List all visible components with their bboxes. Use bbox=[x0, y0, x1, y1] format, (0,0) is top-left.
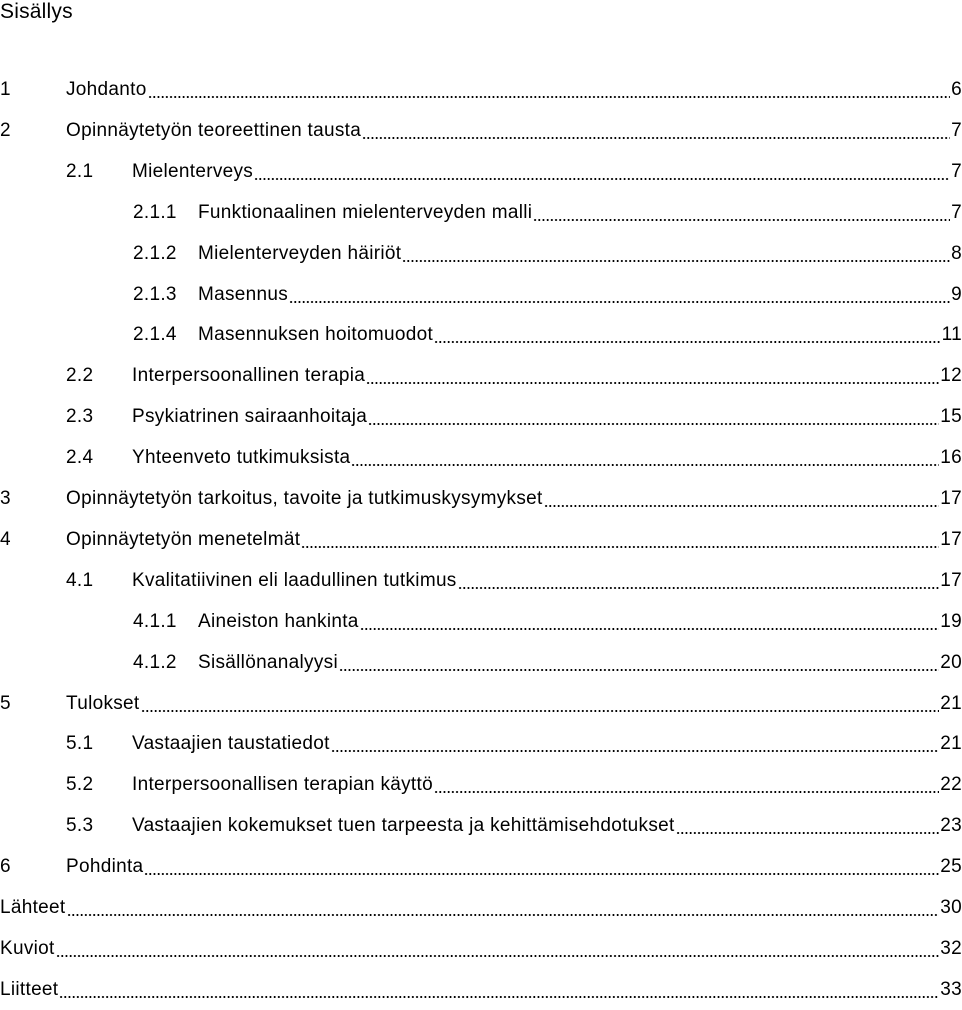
toc-entry-number: 2.1 bbox=[66, 160, 94, 182]
toc-entry-title: Yhteenveto tutkimuksista bbox=[132, 447, 351, 469]
toc-entry-number: 2.3 bbox=[66, 406, 94, 428]
dot-leader bbox=[56, 955, 940, 957]
toc-entry-page-number: 22 bbox=[940, 774, 962, 796]
toc-entry-title: Tulokset bbox=[66, 692, 140, 714]
dot-leader bbox=[533, 219, 950, 221]
toc-entry[interactable] bbox=[0, 806, 962, 846]
dot-leader bbox=[254, 178, 950, 180]
toc-entry[interactable] bbox=[0, 643, 962, 683]
toc-entry[interactable] bbox=[0, 315, 962, 355]
toc-entry[interactable] bbox=[0, 724, 962, 764]
toc-entry[interactable] bbox=[0, 888, 962, 928]
toc-entry[interactable] bbox=[0, 561, 962, 601]
toc-entry-page-number: 7 bbox=[951, 160, 962, 182]
toc-entry-number: 2.1.2 bbox=[133, 242, 177, 264]
toc-entry[interactable] bbox=[0, 929, 962, 969]
toc-entry-title: Liitteet bbox=[0, 978, 59, 1000]
toc-entry-title: Opinnäytetyön teoreettinen tausta bbox=[66, 119, 362, 141]
toc-entry[interactable] bbox=[0, 234, 962, 274]
toc-entry-page-number: 17 bbox=[940, 488, 962, 509]
toc-entry-title: Mielenterveys bbox=[132, 160, 254, 182]
toc-entry-page-number: 12 bbox=[940, 365, 962, 387]
toc-entry-title: Interpersoonallisen terapian käyttö bbox=[132, 774, 433, 796]
toc-entry-title: Kvalitatiivinen eli laadullinen tutkimus bbox=[132, 569, 457, 591]
toc-entry[interactable] bbox=[0, 970, 962, 1010]
toc-entry-number: 2.4 bbox=[66, 447, 94, 469]
toc-entry[interactable] bbox=[0, 438, 962, 478]
toc-entry[interactable] bbox=[0, 520, 962, 560]
dot-leader bbox=[676, 832, 940, 834]
dot-leader bbox=[289, 301, 950, 303]
toc-entry-number: 1 bbox=[0, 79, 11, 100]
toc-entry[interactable] bbox=[0, 602, 962, 642]
toc-entry-number: 4.1.2 bbox=[133, 651, 177, 673]
dot-leader bbox=[544, 505, 940, 507]
toc-entry-title: Opinnäytetyön tarkoitus, tavoite ja tutkimuskysymykset bbox=[66, 488, 543, 509]
toc-entry-page-number: 6 bbox=[951, 79, 962, 100]
toc-entry-title: Lähteet bbox=[0, 897, 66, 918]
toc-entry-number: 2.1.3 bbox=[133, 283, 177, 305]
toc-entry-title: Opinnäytetyön menetelmät bbox=[66, 528, 301, 550]
toc-entry-page-number: 7 bbox=[951, 119, 962, 141]
toc-entry-title: Kuviot bbox=[0, 937, 55, 959]
toc-entry[interactable] bbox=[0, 152, 962, 192]
toc-entry-page-number: 20 bbox=[940, 651, 962, 673]
toc-entry-title: Aineiston hankinta bbox=[198, 610, 359, 632]
toc-entry-page-number: 9 bbox=[951, 283, 962, 305]
toc-entry-title: Mielenterveyden häiriöt bbox=[198, 242, 402, 264]
dot-leader bbox=[351, 464, 939, 466]
toc-entry-page-number: 21 bbox=[940, 733, 962, 755]
toc-entry-title: Interpersoonallinen terapia bbox=[132, 365, 366, 387]
toc-entry-page-number: 32 bbox=[940, 937, 962, 959]
toc-entry-title: Sisällönanalyysi bbox=[198, 651, 338, 673]
toc-entry-page-number: 11 bbox=[941, 324, 962, 346]
dot-leader bbox=[366, 382, 939, 384]
toc-entry-page-number: 21 bbox=[940, 692, 962, 714]
toc-entry-page-number: 8 bbox=[951, 242, 962, 264]
dot-leader bbox=[360, 628, 940, 630]
toc-entry-title: Vastaajien kokemukset tuen tarpeesta ja kehittämisehdotukset bbox=[132, 815, 675, 837]
toc-entry-number: 2.1.4 bbox=[133, 324, 177, 346]
toc-entry-page-number: 25 bbox=[940, 856, 962, 878]
toc-entry[interactable] bbox=[0, 70, 962, 110]
toc-entry-page-number: 17 bbox=[940, 528, 962, 550]
toc-entry[interactable] bbox=[0, 275, 962, 315]
dot-leader bbox=[434, 791, 939, 793]
toc-entry-number: 4 bbox=[0, 528, 11, 550]
dot-leader bbox=[148, 96, 951, 98]
toc-entry-page-number: 7 bbox=[951, 201, 962, 223]
toc-entry[interactable] bbox=[0, 193, 962, 233]
dot-leader bbox=[434, 341, 941, 343]
toc-entry-title: Johdanto bbox=[66, 79, 147, 100]
toc-entry[interactable] bbox=[0, 356, 962, 396]
toc-entry-title: Vastaajien taustatiedot bbox=[132, 733, 330, 755]
toc-entry-page-number: 15 bbox=[940, 406, 962, 428]
toc-entry-page-number: 17 bbox=[940, 569, 962, 591]
toc-entry-number: 2.1.1 bbox=[133, 201, 177, 223]
toc-entry-page-number: 33 bbox=[940, 978, 962, 1000]
toc-entry[interactable] bbox=[0, 479, 962, 519]
dot-leader bbox=[331, 750, 940, 752]
toc-entry-page-number: 16 bbox=[940, 447, 962, 469]
toc-entry-number: 3 bbox=[0, 488, 11, 509]
toc-entry[interactable] bbox=[0, 847, 962, 887]
dot-leader bbox=[67, 914, 940, 916]
dot-leader bbox=[144, 873, 939, 875]
dot-leader bbox=[59, 996, 939, 998]
toc-entry-page-number: 30 bbox=[940, 897, 962, 918]
toc-entry-page-number: 23 bbox=[940, 815, 962, 837]
toc-heading: Sisällys bbox=[0, 0, 73, 23]
toc-entry-title: Funktionaalinen mielenterveyden malli bbox=[198, 201, 533, 223]
toc-entry[interactable] bbox=[0, 111, 962, 151]
toc-entry-number: 4.1.1 bbox=[133, 610, 177, 632]
toc-entry-title: Psykiatrinen sairaanhoitaja bbox=[132, 406, 368, 428]
toc-entry-title: Masennus bbox=[198, 283, 289, 305]
toc-entry[interactable] bbox=[0, 765, 962, 805]
dot-leader bbox=[339, 669, 939, 671]
dot-leader bbox=[458, 587, 940, 589]
toc-entry-number: 2.2 bbox=[66, 365, 94, 387]
toc-entry-title: Masennuksen hoitomuodot bbox=[198, 324, 434, 346]
toc-entry-title: Pohdinta bbox=[66, 856, 144, 878]
toc-entry-page-number: 19 bbox=[940, 610, 962, 632]
dot-leader bbox=[368, 423, 939, 425]
dot-leader bbox=[301, 546, 939, 548]
dot-leader bbox=[141, 710, 940, 712]
dot-leader bbox=[362, 137, 950, 139]
toc-entry-number: 5.1 bbox=[66, 733, 94, 755]
toc-entry-number: 2 bbox=[0, 119, 11, 141]
toc-entry[interactable] bbox=[0, 684, 962, 724]
toc-entry[interactable] bbox=[0, 397, 962, 437]
toc-entry-number: 5 bbox=[0, 692, 11, 714]
dot-leader bbox=[402, 260, 950, 262]
toc-entry-number: 4.1 bbox=[66, 569, 94, 591]
toc-entry-number: 6 bbox=[0, 856, 11, 878]
toc-entry-number: 5.3 bbox=[66, 815, 94, 837]
toc-entry-number: 5.2 bbox=[66, 774, 94, 796]
